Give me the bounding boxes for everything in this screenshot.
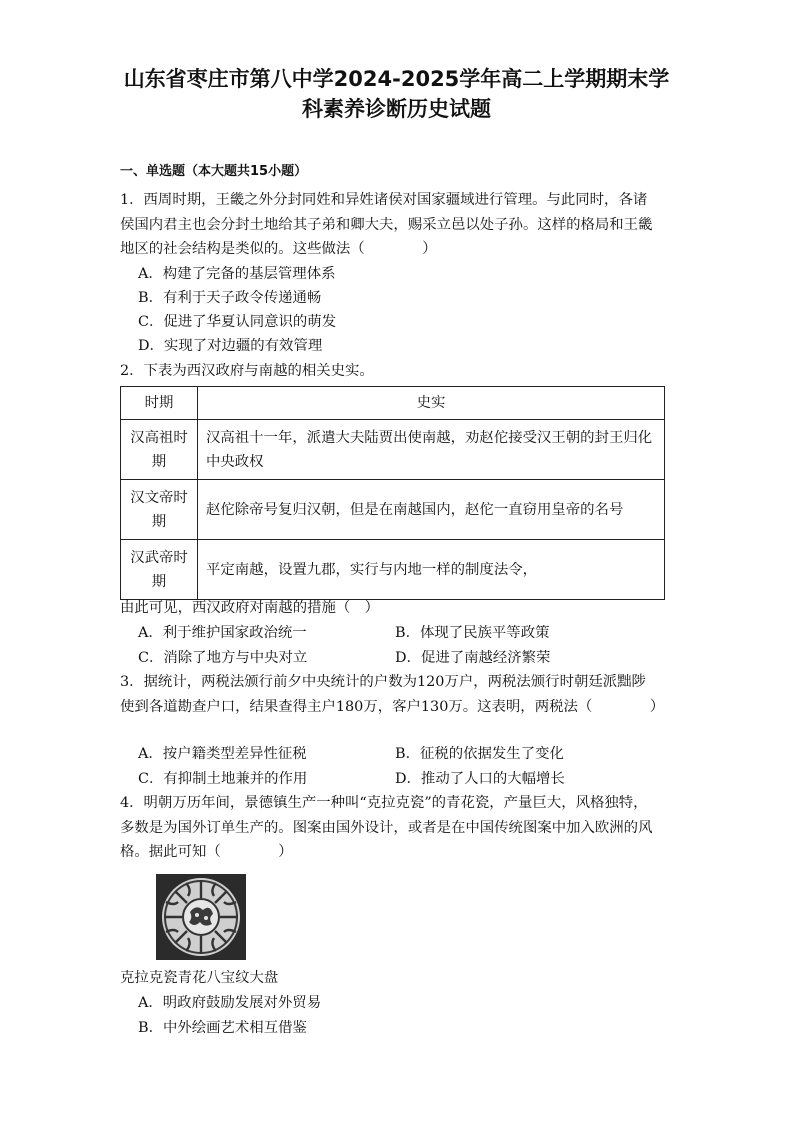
section-heading: 一、单选题（本大题共15小题） — [120, 164, 308, 179]
table-header-row — [121, 387, 665, 420]
title-line-2: 科素养诊断历史试题 — [302, 97, 491, 121]
header-fact: 史实 — [198, 387, 665, 420]
row-period: 汉武帝时期 — [121, 540, 198, 600]
question-2-intro: 2．下表为西汉政府与南越的相关史实。 — [120, 363, 374, 379]
row-period: 汉高祖时期 — [121, 420, 198, 480]
question-3-text: 3．据统计，两税法颁行前夕中央统计的户数为120万户，两税法颁行时朝廷派黜陟使到各道勘查户口，结果查得主户180万，客户130万。这表明，两税法（ ） — [120, 674, 665, 715]
q4-option-b: B．中外绘画艺术相互借鉴 — [138, 1020, 307, 1036]
row-fact: 平定南越，设置九郡，实行与内地一样的制度法令， — [198, 540, 665, 600]
plate-pattern-icon — [156, 874, 246, 960]
q4-option-a: A．明政府鼓励发展对外贸易 — [138, 995, 322, 1011]
row-period: 汉文帝时期 — [121, 480, 198, 540]
q3-option-b: B．征税的依据发生了变化 — [395, 746, 564, 762]
q2-option-a: A．利于维护国家政治统一 — [138, 625, 307, 641]
q2-option-d: D．促进了南越经济繁荣 — [395, 650, 551, 666]
row-fact: 汉高祖十一年，派遣大夫陆贾出使南越，劝赵佗接受汉王朝的封王归化中央政权 — [198, 420, 665, 480]
q1-option-d: D．实现了对边疆的有效管理 — [138, 338, 323, 354]
table-row — [121, 480, 665, 540]
porcelain-caption: 克拉克瓷青花八宝纹大盘 — [120, 970, 279, 986]
q1-option-a: A．构建了完备的基层管理体系 — [138, 266, 336, 282]
exam-title — [100, 64, 693, 124]
header-period: 时期 — [121, 387, 198, 420]
q3-option-a: A．按户籍类型差异性征税 — [138, 746, 307, 762]
q1-option-c: C．促进了华夏认同意识的萌发 — [138, 314, 337, 330]
q1-option-b: B．有利于天子政令传递通畅 — [138, 290, 322, 306]
history-table — [120, 386, 665, 600]
table-row — [121, 420, 665, 480]
q3-option-d: D．推动了人口的大幅增长 — [395, 771, 565, 787]
row-fact: 赵佗除帝号复归汉朝，但是在南越国内，赵佗一直窃用皇帝的名号 — [198, 480, 665, 540]
q2-option-b: B．体现了民族平等政策 — [395, 625, 550, 641]
question-4-text: 4．明朝万历年间，景德镇生产一种叫“克拉克瓷”的青花瓷，产量巨大，风格独特，多数是为国外订单生产的。图案由国外设计，或者是在中国传统图案中加入欧洲的风格。据此可知（ ） — [120, 795, 653, 860]
porcelain-plate-image — [156, 874, 246, 960]
question-1-text: 1．西周时期，王畿之外分封同姓和异姓诸侯对国家疆域进行管理。与此同时，各诸侯国内君主也会分封土地给其子弟和卿大夫，赐采立邑以处子孙。这样的格局和王畿地区的社会结构是类似的。这些做法（ ） — [120, 192, 653, 257]
q3-option-c: C．有抑制土地兼并的作用 — [138, 771, 308, 787]
question-2-stem: 由此可见，西汉政府对南越的措施（ ） — [120, 600, 380, 616]
table-row — [121, 540, 665, 600]
q2-option-c: C．消除了地方与中央对立 — [138, 650, 308, 666]
title-line-1: 山东省枣庄市第八中学2024-2025学年高二上学期期末学 — [123, 67, 670, 91]
